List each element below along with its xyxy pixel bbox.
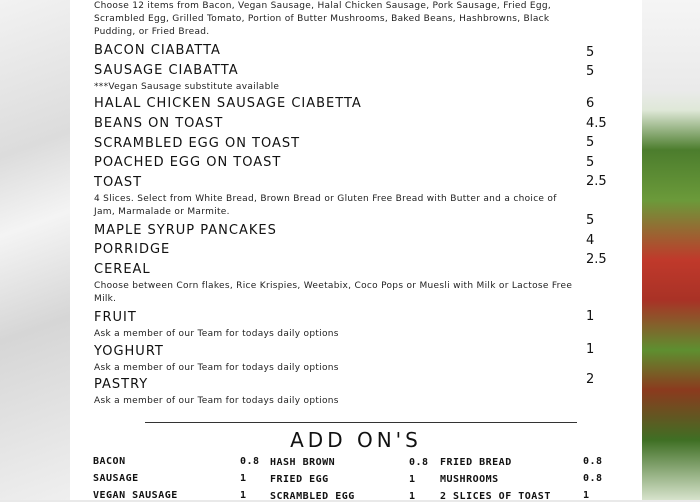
addon-price: 1 (409, 491, 416, 502)
addon-name: VEGAN SAUSAGE (93, 490, 178, 501)
menu-item-name: TOAST (94, 175, 143, 190)
menu-item-name: BACON CIABATTA (94, 43, 221, 58)
addon-price: 1 (583, 490, 590, 501)
menu-item-price: 4 (586, 233, 595, 248)
addon-price: 1 (409, 474, 416, 485)
addon-name: HASH BROWN (270, 457, 336, 468)
menu-item-name: PASTRY (94, 377, 149, 392)
addon-price: 0.8 (240, 456, 260, 467)
menu-item-name: YOGHURT (94, 344, 164, 359)
addon-price: 0.8 (409, 457, 429, 468)
intro-description: Choose 12 items from Bacon, Vegan Sausage, Halal Chicken Sausage, Pork Sausage, Fried Egg, Scrambled Egg, Grilled Tomato, Portion of Butter Mushrooms, Baked Beans, Hashbrowns, Black Pudding, or Fried Bread. (94, 1, 552, 37)
food-photo (642, 0, 700, 500)
menu-item-name: POACHED EGG ON TOAST (94, 155, 282, 170)
menu-item-name: FRUIT (94, 310, 137, 325)
menu-item-name: HALAL CHICKEN SAUSAGE CIABETTA (94, 96, 362, 111)
menu-item-name: SAUSAGE CIABATTA (94, 63, 239, 78)
menu-item-name: BEANS ON TOAST (94, 116, 224, 131)
addon-price: 1 (240, 490, 247, 501)
menu-item-note: 4 Slices. Select from White Bread, Brown Bread or Gluten Free Bread with Butter and a choice of Jam, Marmalade or Marmite. (94, 194, 557, 217)
menu-item-price: 5 (586, 64, 595, 79)
menu-item-note: Ask a member of our Team for todays daily options (94, 396, 339, 406)
menu-item-price: 6 (586, 96, 595, 111)
menu-item-price: 4.5 (586, 116, 607, 131)
menu-item-price: 1 (586, 309, 595, 324)
addon-name: FRIED BREAD (440, 457, 512, 468)
addon-name: BACON (93, 456, 126, 467)
menu-item-price: 5 (586, 213, 595, 228)
menu-item-price: 5 (586, 45, 595, 60)
menu-item-note: ***Vegan Sausage substitute available (94, 82, 280, 92)
addon-name: MUSHROOMS (440, 474, 499, 485)
menu-item-note: Ask a member of our Team for todays daily options (94, 363, 339, 373)
addon-price: 1 (240, 473, 247, 484)
menu-item-price: 2.5 (586, 252, 607, 267)
menu-item-note: Ask a member of our Team for todays daily options (94, 329, 339, 339)
addon-price: 0.8 (583, 473, 603, 484)
menu-item-price: 5 (586, 135, 595, 150)
menu-item-price: 5 (586, 155, 595, 170)
addon-name: SCRAMBLED EGG (270, 491, 355, 502)
addons-title: ADD ON'S (290, 428, 422, 452)
addon-name: SAUSAGE (93, 473, 139, 484)
addon-name: FRIED EGG (270, 474, 329, 485)
menu-item-price: 2.5 (586, 174, 607, 189)
menu-item-name: MAPLE SYRUP PANCAKES (94, 223, 277, 238)
menu-item-price: 1 (586, 342, 595, 357)
menu-item-price: 2 (586, 372, 595, 387)
marble-background (0, 0, 70, 500)
menu-item-name: SCRAMBLED EGG ON TOAST (94, 136, 301, 151)
section-divider (145, 422, 577, 423)
addon-name: 2 SLICES OF TOAST (440, 491, 551, 502)
addon-price: 0.8 (583, 456, 603, 467)
menu-item-name: PORRIDGE (94, 242, 171, 257)
menu-item-note: Choose between Corn flakes, Rice Krispies, Weetabix, Coco Pops or Muesli with Milk or Lactose Free Milk. (94, 281, 573, 304)
menu-page (70, 0, 642, 500)
menu-item-name: CEREAL (94, 262, 151, 277)
